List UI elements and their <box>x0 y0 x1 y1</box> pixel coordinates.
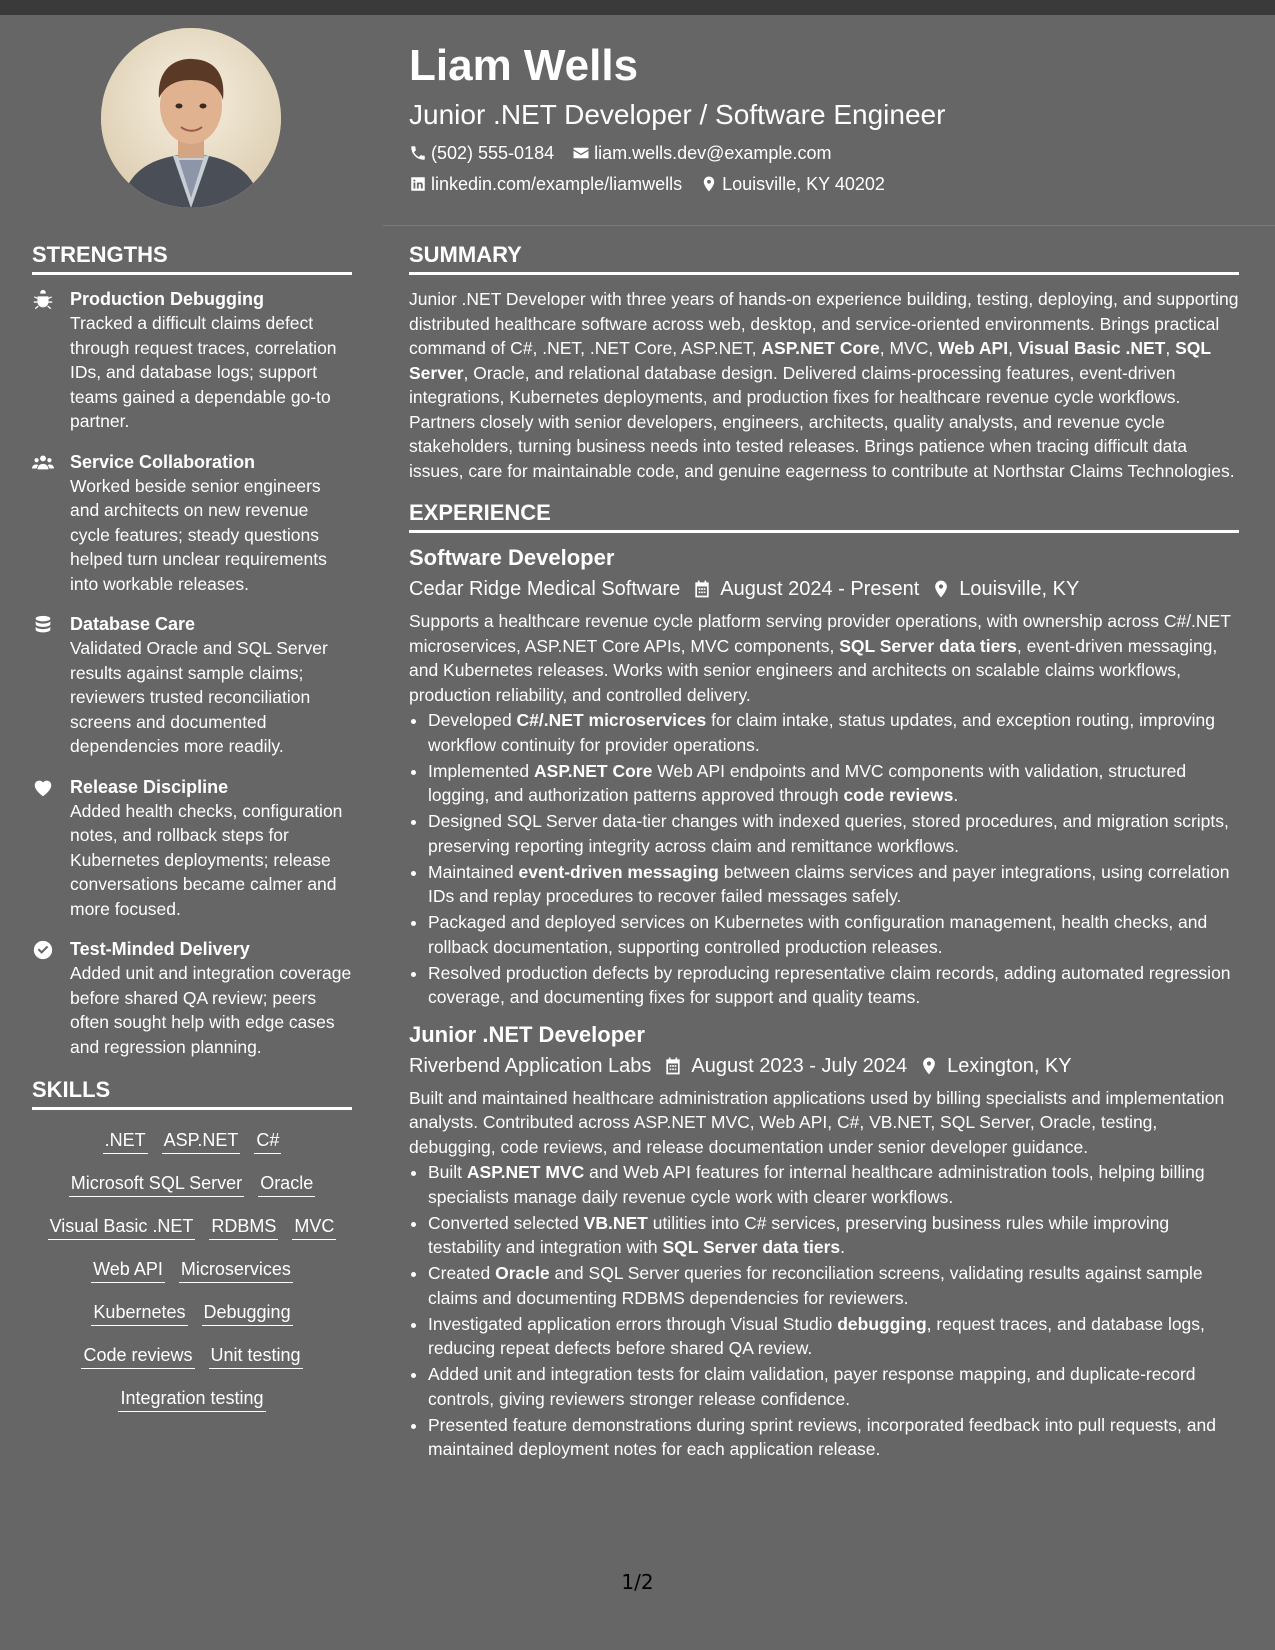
linkedin-contact[interactable] <box>409 172 682 196</box>
bold-text: SQL Server data tiers <box>839 635 1017 656</box>
bullet-item: • Investigated application errors through Visual Studio debugging, request traces, and database logs, reducing repeat defects before shared QA review. <box>428 1312 1239 1361</box>
skill-tag: Microsoft SQL Server <box>69 1171 244 1197</box>
calendar-icon <box>692 579 712 599</box>
strength-title: Service Collaboration <box>70 451 256 472</box>
bold-text: VB.NET <box>583 1212 648 1233</box>
bullet-item: • Developed C#/.NET microservices for claim intake, status updates, and exception routing, improving workflow continuity for provider operations. <box>428 708 1239 757</box>
map-pin-icon <box>931 579 951 599</box>
job-dates: August 2023 - July 2024 <box>691 1054 908 1077</box>
contact-row-1 <box>409 141 1249 165</box>
skills-list <box>32 1128 352 1412</box>
bullet-item: • Built ASP.NET MVC and Web API features for internal healthcare administration tools, helping billing specialists manage daily revenue cycle work with clearer workflows. <box>428 1160 1239 1209</box>
bold-text: Oracle <box>495 1263 550 1283</box>
phone-contact[interactable] <box>409 141 554 165</box>
bold-text: C#/.NET microservices <box>516 710 707 730</box>
portrait-image <box>101 28 281 208</box>
skill-tag: Microservices <box>179 1257 293 1283</box>
bullet-item: • Created Oracle and SQL Server queries for reconciliation screens, validating results against sample claims and documenting RDBMS dependencies for reviewers. <box>428 1261 1239 1310</box>
bold-text: debugging <box>837 1313 927 1334</box>
job-title: Junior .NET Developer <box>409 1021 645 1047</box>
linkedin-url: linkedin.com/example/liamwells <box>431 174 683 194</box>
skill-tag: Visual Basic .NET <box>48 1214 196 1240</box>
candidate-name: Liam Wells <box>409 41 639 90</box>
job-meta <box>409 1052 1239 1080</box>
strengths-heading: STRENGTHS <box>32 240 352 275</box>
profile-photo <box>101 28 281 208</box>
skill-tag: .NET <box>103 1128 148 1154</box>
skill-tag: Debugging <box>202 1300 293 1326</box>
skill-tag: MVC <box>292 1214 336 1240</box>
job-entry <box>409 1020 1239 1462</box>
database-icon <box>32 614 54 636</box>
email-address: liam.wells.dev@example.com <box>594 143 832 163</box>
phone-icon <box>409 144 427 162</box>
strength-description: Added health checks, configuration notes, and rollback steps for Kubernetes deployments; release conversations became calmer and more focused. <box>70 800 343 919</box>
job-title: Software Developer <box>409 545 615 570</box>
skill-tag: Integration testing <box>118 1386 265 1412</box>
job-meta <box>409 575 1239 603</box>
skill-tag: Oracle <box>258 1171 315 1197</box>
strength-item <box>32 287 352 434</box>
bullet-item: • Presented feature demonstrations during sprint reviews, incorporated feedback into pull requests, and maintained deployment notes for each application release. <box>428 1413 1239 1462</box>
bold-text: Web API <box>938 338 1009 358</box>
strength-description: Added unit and integration coverage before shared QA review; peers often sought help with edge cases and regression planning. <box>70 963 352 1057</box>
summary-text: Junior .NET Developer with three years of hands-on experience building, testing, deploying, and supporting distributed healthcare software across web, desktop, and service-oriented environments. Brings practical command of C#, .NET, .NET Core, ASP.NET, ASP.NET Core, MVC, Web API, Visual Basic .NET, SQL Server, Oracle, and relational database design. Delivered claims-processing features, event-driven integrations, Kubernetes deployments, and production fixes for healthcare revenue cycle workflows. Partners closely with senior developers, engineers, architects, quality analysts, and revenue cycle stakeholders, turning business needs into tested releases. Brings patience when tracing difficult data issues, care for maintainable code, and genuine eagerness to contribute at Northstar Claims Technologies. <box>409 289 1239 481</box>
job-entry <box>409 543 1239 1010</box>
strength-title: Production Debugging <box>70 289 264 309</box>
email-contact[interactable] <box>572 141 831 165</box>
bold-text: code reviews <box>843 785 954 805</box>
strengths-list <box>32 287 352 1059</box>
skill-row <box>32 1214 352 1240</box>
skill-row <box>32 1343 352 1369</box>
contact-row-2 <box>409 172 1249 196</box>
header-divider <box>383 225 1275 226</box>
bug-icon <box>32 289 54 311</box>
job-location: Louisville, KY <box>959 578 1080 600</box>
envelope-icon <box>572 144 590 162</box>
company-name: Cedar Ridge Medical Software <box>409 578 681 600</box>
skill-row <box>32 1128 352 1154</box>
job-bullets <box>409 708 1239 1010</box>
check-circle-icon <box>32 939 54 961</box>
strength-title: Release Discipline <box>70 776 229 797</box>
map-pin-icon <box>700 175 718 193</box>
skill-tag: Web API <box>91 1257 165 1283</box>
resume-header <box>409 40 1249 196</box>
strength-description: Worked beside senior engineers and architects on new revenue cycle features; steady questions helped turn unclear requirements into workable releases. <box>70 475 327 594</box>
summary-heading: SUMMARY <box>409 240 1239 275</box>
skill-row <box>32 1386 352 1412</box>
strength-item <box>32 775 352 922</box>
page-number: 1/2 <box>621 1570 654 1594</box>
phone-number: (502) 555-0184 <box>431 143 555 163</box>
company-name: Riverbend Application Labs <box>409 1054 652 1077</box>
strength-item <box>32 450 352 597</box>
sidebar <box>32 240 352 1429</box>
strength-title: Test-Minded Delivery <box>70 939 250 959</box>
map-pin-icon <box>919 1056 939 1076</box>
skill-tag: RDBMS <box>209 1214 278 1240</box>
bullet-item: • Packaged and deployed services on Kubernetes with configuration management, health checks, and rollback documentation, supporting controlled production releases. <box>428 910 1239 959</box>
linkedin-icon <box>409 175 427 193</box>
bold-text: event-driven messaging <box>518 861 719 882</box>
experience-heading: EXPERIENCE <box>409 498 1239 533</box>
strength-title: Database Care <box>70 614 196 634</box>
skill-row <box>32 1257 352 1283</box>
bullet-item: • Maintained event-driven messaging between claims services and payer integrations, using correlation IDs and replay procedures to recover failed messages safely. <box>428 860 1239 909</box>
job-bullets <box>409 1160 1239 1462</box>
heart-icon <box>32 777 54 799</box>
bold-text: ASP.NET Core <box>761 338 880 358</box>
skill-tag: Unit testing <box>209 1343 303 1369</box>
summary-section <box>409 240 1239 483</box>
candidate-title: Junior .NET Developer / Software Engineer <box>409 99 946 130</box>
main-content <box>409 240 1239 1463</box>
bullet-item: • Resolved production defects by reproducing representative claim records, adding automated regression coverage, and documenting fixes for support and quality teams. <box>428 961 1239 1010</box>
job-location: Lexington, KY <box>947 1054 1072 1077</box>
strength-item <box>32 937 352 1059</box>
job-description: Built and maintained healthcare administration applications used by billing specialists and implementation analysts. Contributed across ASP.NET MVC, Web API, C#, VB.NET, SQL Server, Oracle, testing, debugging, code reviews, and release documentation under senior developer guidance. <box>409 1087 1225 1157</box>
skill-tag: Kubernetes <box>91 1300 187 1326</box>
skills-heading: SKILLS <box>32 1075 352 1110</box>
bullet-item: • Designed SQL Server data-tier changes with indexed queries, stored procedures, and migration scripts, preserving reporting integrity across claim and remittance workflows. <box>428 809 1239 858</box>
bullet-item: • Added unit and integration tests for claim validation, payer response mapping, and duplicate-record controls, giving reviewers stronger release confidence. <box>428 1362 1239 1411</box>
job-description: Supports a healthcare revenue cycle platform serving provider operations, with ownership across C#/.NET microservices, ASP.NET Core APIs, MVC components, SQL Server data tiers, event-driven messaging, and Kubernetes releases. Works with senior engineers and architects on scalable claims workflows, production reliability, and controlled delivery. <box>409 611 1231 705</box>
bold-text: ASP.NET Core <box>534 760 653 781</box>
bold-text: Visual Basic .NET <box>1017 338 1166 358</box>
bold-text: SQL Server data tiers <box>662 1237 841 1257</box>
location-text: Louisville, KY 40202 <box>722 174 885 194</box>
skill-tag: ASP.NET <box>162 1128 241 1154</box>
strength-description: Tracked a difficult claims defect through request traces, correlation IDs, and database logs; support teams gained a dependable go-to partner. <box>70 313 337 431</box>
skill-tag: C# <box>254 1128 281 1154</box>
skills-section <box>32 1075 352 1412</box>
strength-description: Validated Oracle and SQL Server results against sample claims; reviewers trusted reconciliation screens and documented dependencies more readily. <box>70 638 328 756</box>
skill-row <box>32 1300 352 1326</box>
experience-section <box>409 498 1239 1462</box>
calendar-icon <box>663 1056 683 1076</box>
bullet-item: • Converted selected VB.NET utilities into C# services, preserving business rules while improving testability and integration with SQL Server data tiers. <box>428 1211 1239 1260</box>
location-contact <box>700 172 885 196</box>
top-bar <box>0 0 1275 15</box>
job-dates: August 2024 - Present <box>720 578 920 600</box>
strength-item <box>32 612 352 759</box>
bold-text: SQL Server <box>409 338 1211 383</box>
bold-text: ASP.NET MVC <box>466 1162 585 1182</box>
skill-tag: Code reviews <box>81 1343 194 1369</box>
skill-row <box>32 1171 352 1197</box>
bullet-item: • Implemented ASP.NET Core Web API endpoints and MVC components with validation, structured logging, and authorization patterns approved through code reviews. <box>428 759 1239 808</box>
users-icon <box>32 452 54 474</box>
